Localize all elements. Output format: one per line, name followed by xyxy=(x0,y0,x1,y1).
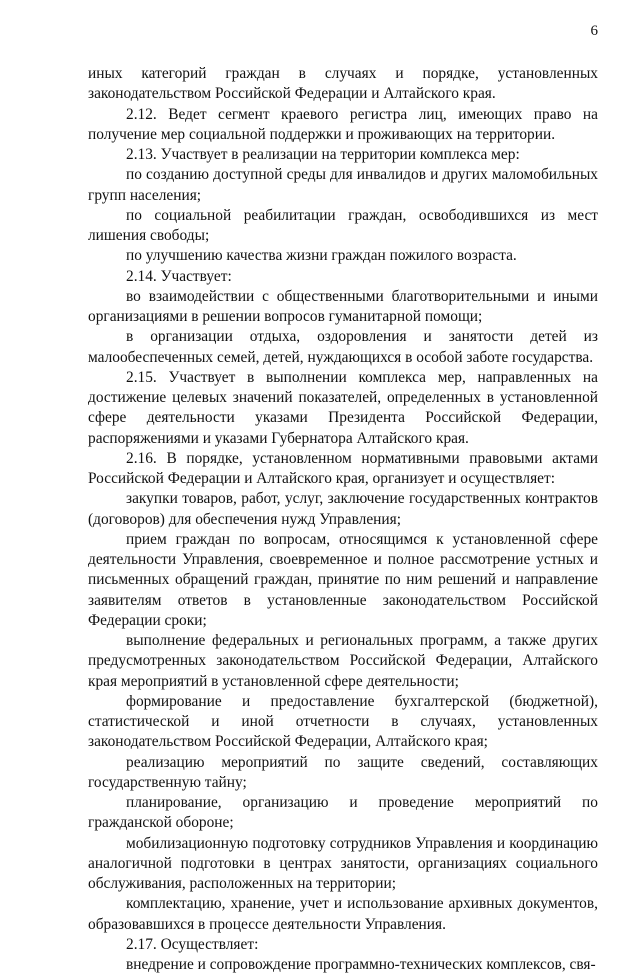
list-item-elderly-quality: по улучшению качества жизни граждан пожилого возраста. xyxy=(126,247,517,265)
paragraph-2-14: 2.14. Участвует: xyxy=(126,267,232,285)
document-body xyxy=(88,64,598,975)
list-item-mobilization: мобилизационную подготовку сотрудников Управления и координацию аналогичной подготовки в центрах занятости, организациях социального обслуживания, расположенных на территории; xyxy=(88,834,598,892)
paragraph-2-12: 2.12. Ведет сегмент краевого регистра лиц, имеющих право на получение мер социальной поддержки и проживающих на территории. xyxy=(88,105,598,143)
paragraph-2-13: 2.13. Участвует в реализации на территории комплекса мер: xyxy=(126,146,520,163)
list-item-charity-interaction: во взаимодействии с общественными благотворительными и иными организациями в решении вопросов гуманитарной помощи; xyxy=(88,287,598,325)
list-item-social-rehabilitation: по социальной реабилитации граждан, освободившихся из мест лишения свободы; xyxy=(88,206,598,244)
list-item-civil-defense: планирование, организацию и проведение мероприятий по гражданской обороне; xyxy=(88,794,598,832)
list-item-state-secret: реализацию мероприятий по защите сведений, составляющих государственную тайну; xyxy=(88,753,598,791)
paragraph-continuation: иных категорий граждан в случаях и порядке, установленных законодательством Российской Федерации и Алтайского края. xyxy=(88,65,598,103)
list-item-procurement: закупки товаров, работ, услуг, заключение государственных контрактов (договоров) для обеспечения нужд Управления; xyxy=(88,490,598,528)
list-item-accessible-environment: по созданию доступной среды для инвалидов и других маломобильных групп населения; xyxy=(88,166,598,204)
list-item-reporting: формирование и предоставление бухгалтерской (бюджетной), статистической и иной отчетности в случаях, установленных законодательством Российской Федерации, Алтайского края; xyxy=(88,692,598,751)
paragraph-2-17: 2.17. Осуществляет: xyxy=(126,935,259,953)
page-number: 6 xyxy=(590,23,598,39)
list-item-software-complexes: внедрение и сопровождение программно-технических комплексов, свя- xyxy=(126,956,596,973)
list-item-archives: комплектацию, хранение, учет и использование архивных документов, образовавшихся в процессе деятельности Управления. xyxy=(88,895,598,933)
list-item-citizen-reception: прием граждан по вопросам, относящимся к установленной сфере деятельности Управления, своевременное и полное рассмотрение устных и письменных обращений граждан, принятие по ним решений и направление заявителям ответов в установленные законодательством Российской Федерации сроки; xyxy=(88,530,598,629)
paragraph-2-15: 2.15. Участвует в выполнении комплекса мер, направленных на достижение целевых значений показателей, определенных в установленной сфере деятельности указами Президента Российской Федерации, распоряжениями и указами Губернатора Алтайского края. xyxy=(88,368,598,447)
list-item-programs: выполнение федеральных и региональных программ, а также других предусмотренных законодательством Российской Федерации, Алтайского края мероприятий в установленной сфере деятельности; xyxy=(88,632,598,690)
paragraph-2-16: 2.16. В порядке, установленном нормативными правовыми актами Российской Федерации и Алтайского края, организует и осуществляет: xyxy=(88,449,598,487)
list-item-children-recreation: в организации отдыха, оздоровления и занятости детей из малообеспеченных семей, детей, нуждающихся в особой заботе государства. xyxy=(88,328,598,366)
